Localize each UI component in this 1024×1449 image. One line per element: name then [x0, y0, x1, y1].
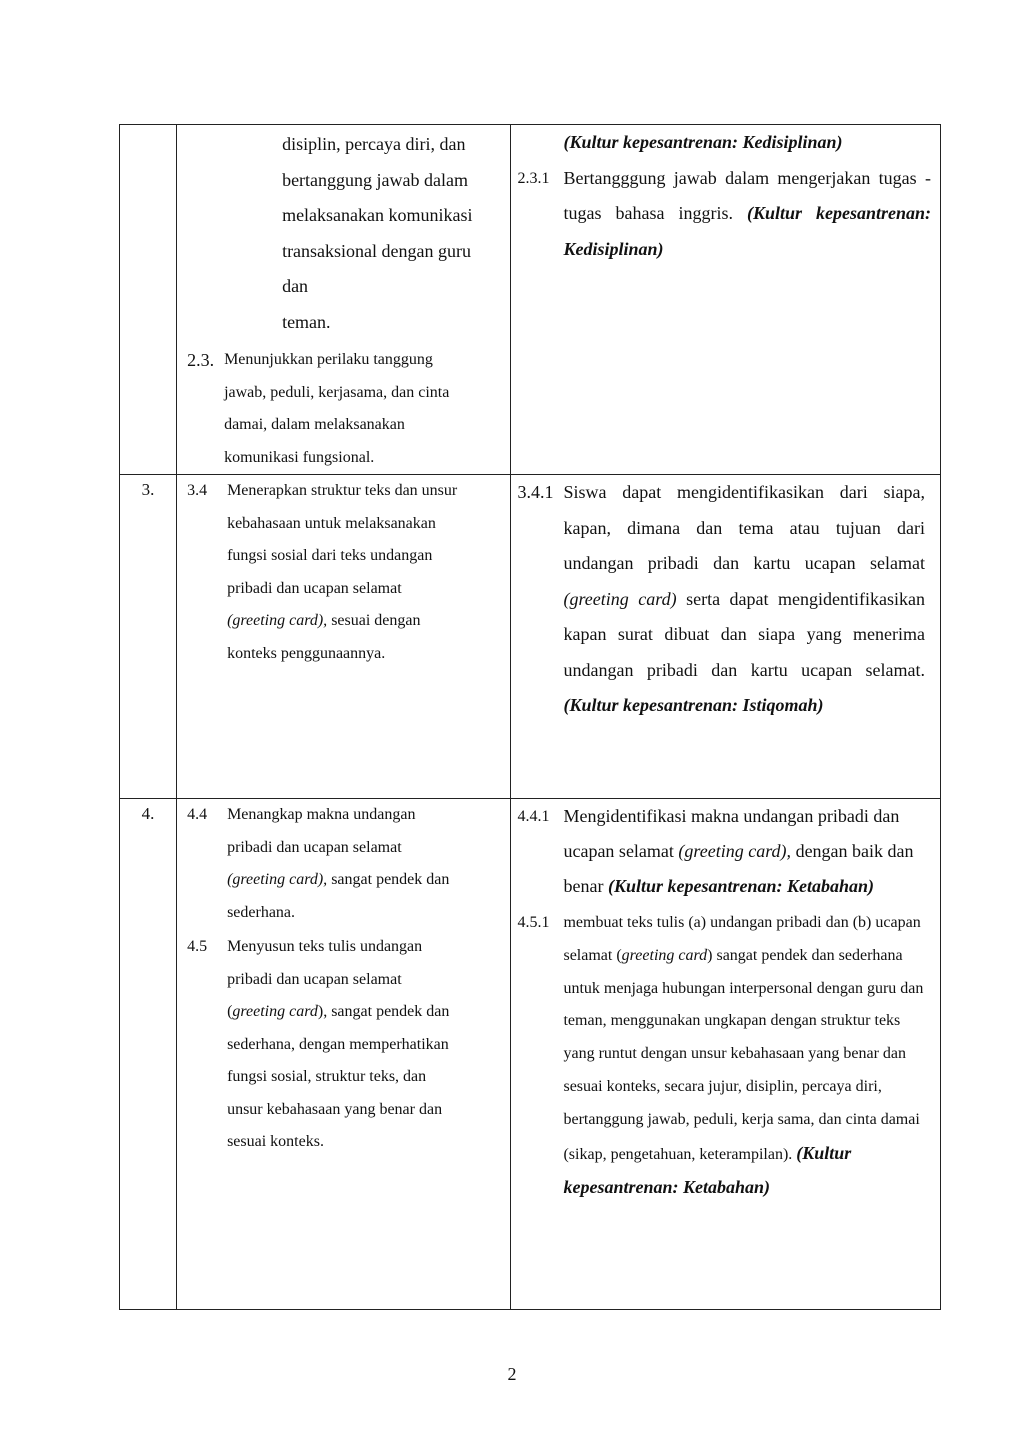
kd-line: transaksional dengan guru dan [282, 240, 472, 296]
indicator-cell [511, 799, 941, 1310]
kd-text [224, 344, 510, 474]
kd-line [227, 864, 502, 897]
kd-text [227, 475, 502, 670]
indicator-text [563, 161, 931, 268]
kd-line: sederhana. [227, 903, 296, 921]
indicator-body: Mengidentifikasi makna undangan pribadi dan ucapan selamat [563, 806, 900, 861]
indicator-body: membuat teks tulis (a) undangan pribadi dan (b) ucapan selamat ( [563, 914, 921, 964]
kd-line [227, 605, 502, 638]
kd-line: pribadi dan ucapan selamat [227, 838, 402, 856]
greeting-card-term: (greeting card), [678, 841, 792, 861]
kd-continued-text [177, 125, 497, 340]
kd-number: 4.5 [187, 938, 208, 955]
kultur-note: (Kultur kepesantrenan: Ketabahan) [563, 1142, 852, 1198]
indicator-number: 4.4.1 [517, 808, 550, 825]
kd-text [227, 799, 502, 929]
kd-line: konteks penggunaannya. [227, 644, 386, 662]
kd-line: melaksanakan komunikasi [282, 205, 473, 225]
table-row [120, 799, 941, 1310]
kd-line: Menangkap makna undangan [227, 806, 416, 823]
indicator-body: dengan baik dan benar [563, 841, 914, 896]
kd-line-rest: ( [227, 1003, 233, 1020]
indicator-text [563, 475, 925, 724]
kultur-note: (Kultur kepesantrenan: Ketabahan) [607, 876, 874, 896]
kd-item-3-4 [177, 475, 510, 670]
indicator-cell [511, 125, 941, 475]
kd-item-4-5 [177, 931, 510, 1159]
kd-line [227, 996, 502, 1029]
basic-competency-cell [177, 799, 511, 1310]
kd-line: unsur kebahasaan yang benar dan [227, 1100, 443, 1118]
basic-competency-cell [177, 125, 511, 475]
table-row [120, 125, 941, 475]
kd-number: 3.4 [187, 482, 208, 499]
kultur-note: (Kultur kepesantrenan: Istiqomah) [563, 695, 824, 715]
kd-line: Menunjukkan perilaku tanggung [224, 351, 433, 368]
kd-line: sesuai konteks. [227, 1133, 324, 1150]
indicator-item-4-4-1 [511, 799, 940, 904]
kd-line: disiplin, percaya diri, dan [282, 134, 466, 154]
kd-line: komunikasi fungsional. [224, 448, 375, 466]
kd-line: pribadi dan ucapan selamat [227, 579, 402, 597]
row-number: 3. [120, 475, 177, 799]
kd-line-rest: ), sangat pendek dan [317, 1003, 450, 1020]
kd-line: jawab, peduli, kerjasama, dan cinta [224, 383, 450, 401]
kd-number: 2.3. [187, 350, 215, 370]
indicator-text [563, 907, 928, 1206]
indicator-cell [511, 475, 941, 799]
indicator-number: 4.5.1 [517, 914, 550, 931]
kd-line: teman. [282, 311, 331, 332]
kd-line: fungsi sosial, struktur teks, dan [227, 1068, 427, 1085]
kd-line: kebahasaan untuk melaksanakan [227, 514, 436, 532]
basic-competency-cell [177, 475, 511, 799]
kd-line: sederhana, dengan memperhatikan [227, 1035, 449, 1053]
kd-line: Menyusun teks tulis undangan [227, 938, 423, 955]
greeting-card-term: (greeting card), [227, 871, 328, 888]
indicator-item-3-4-1 [511, 475, 940, 724]
indicator-body: ) sangat pendek dan sederhana untuk menjaga hubungan interpersonal dengan guru dan teman, menggunakan ungkapan dengan struktur teks yang runtut dengan unsur kebahasaan yang benar dan sesuai konteks, secara jujur, disiplin, percaya diri, bertanggung jawab, peduli, kerja sama, dan cinta damai (sikap, pengetahuan, keterampilan). [563, 946, 924, 1163]
table-row [120, 475, 941, 799]
kd-line: bertanggung jawab dalam [282, 169, 468, 190]
indicator-number: 2.3.1 [517, 169, 550, 187]
indicator-continued-note: (Kultur kepesantrenan: Kedisiplinan) [563, 132, 843, 152]
competency-table [119, 124, 941, 1310]
kd-number: 4.4 [187, 806, 208, 823]
kd-line-rest: sesuai dengan [327, 612, 421, 629]
row-number [120, 125, 177, 475]
page-number: 2 [507, 1364, 517, 1384]
kd-item-2-3 [177, 344, 510, 474]
kd-text [227, 931, 502, 1159]
indicator-item-2-3-1 [511, 161, 940, 268]
indicator-body: Bertangggung jawab dalam mengerjakan tugas - tugas bahasa inggris. [563, 167, 931, 223]
indicator-number: 3.4.1 [517, 482, 554, 502]
greeting-card-term: greeting card [621, 946, 708, 964]
kd-line: damai, dalam melaksanakan [224, 416, 405, 433]
kd-line-rest: sangat pendek dan [327, 871, 450, 888]
row-number: 4. [120, 799, 177, 1310]
greeting-card-term: greeting card [232, 1003, 318, 1020]
kd-item-4-4 [177, 799, 510, 929]
indicator-item-4-5-1 [511, 907, 940, 1206]
indicator-body: serta dapat mengidentifikasikan kapan surat dibuat dan siapa yang menerima undangan pribadi dan kartu ucapan selamat. [563, 588, 925, 680]
indicator-text [563, 799, 925, 904]
kd-line: pribadi dan ucapan selamat [227, 970, 402, 988]
indicator-body: Siswa dapat mengidentifikasikan dari siapa, kapan, dimana dan tema atau tujuan dari undangan pribadi dan kartu ucapan selamat [563, 482, 925, 573]
kultur-note: (Kultur kepesantrenan: Kedisiplinan) [563, 203, 932, 259]
kd-line: Menerapkan struktur teks dan unsur [227, 482, 458, 499]
kd-line: fungsi sosial dari teks undangan [227, 547, 433, 564]
greeting-card-term: (greeting card), [227, 612, 328, 629]
greeting-card-term: (greeting card) [563, 588, 677, 609]
